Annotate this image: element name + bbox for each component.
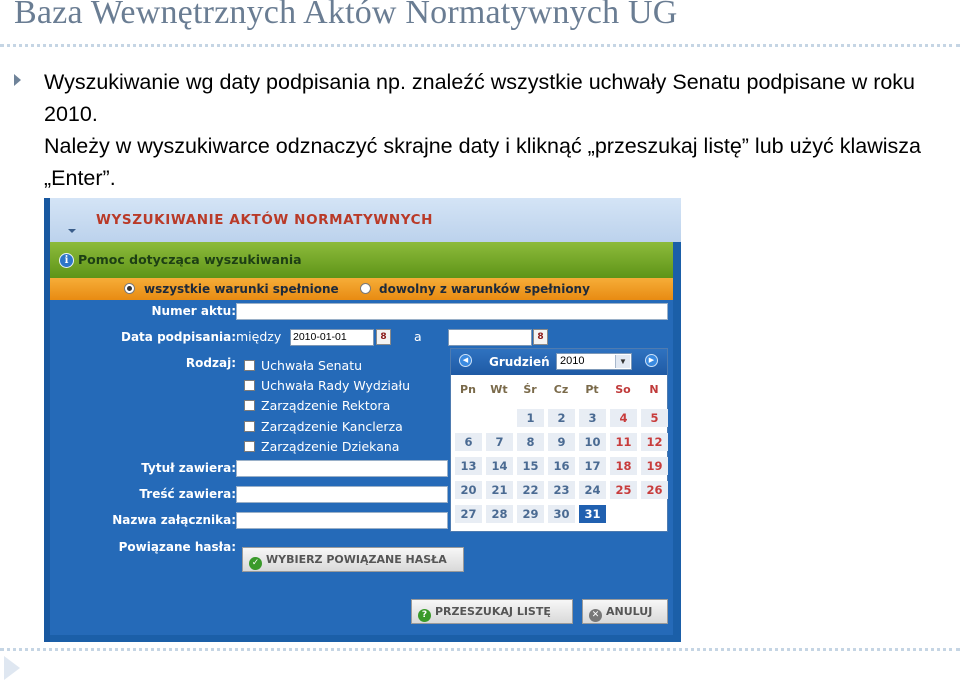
label-sign-date: Data podpisania:	[121, 330, 236, 344]
label-title: Tytuł zawiera:	[141, 461, 236, 475]
calendar-day[interactable]: 27	[455, 505, 482, 523]
between-label: między	[236, 329, 282, 344]
radio-all-conditions[interactable]	[124, 283, 135, 294]
checkbox-type[interactable]	[244, 360, 255, 371]
checkbox-type-label: Zarządzenie Dziekana	[261, 439, 400, 454]
calendar-day[interactable]: 28	[486, 505, 513, 523]
checkbox-type-label: Zarządzenie Rektora	[261, 398, 391, 413]
paragraph-2: Należy w wyszukiwarce odznaczyć skrajne daty i kliknąć „przeszukaj listę” lub użyć klawisza „Enter”.	[44, 134, 922, 190]
label-attachment: Nazwa załącznika:	[112, 513, 236, 527]
help-icon: ?	[418, 609, 431, 622]
chevron-down-icon[interactable]: ▼	[615, 355, 630, 368]
form-body	[50, 242, 673, 635]
choose-related-button[interactable]: ✓ WYBIERZ POWIĄZANE HASŁA	[242, 547, 464, 572]
date-to-input[interactable]	[448, 329, 532, 346]
calendar-header	[451, 349, 667, 375]
checkbox-type[interactable]	[244, 380, 255, 391]
calendar-day[interactable]: 21	[486, 481, 513, 499]
weekday-header: Pt	[585, 383, 599, 396]
label-related: Powiązane hasła:	[118, 540, 236, 554]
calendar-day[interactable]: 13	[455, 457, 482, 475]
checkbox-type-label: Uchwała Rady Wydziału	[261, 378, 411, 393]
date-picker-popup	[450, 348, 668, 532]
weekday-header: N	[649, 383, 659, 396]
label-type: Rodzaj:	[185, 356, 236, 370]
title-divider	[0, 44, 960, 47]
form-title: WYSZUKIWANIE AKTÓW NORMATYWNYCH	[96, 212, 434, 228]
slide-title: Baza Wewnętrznych Aktów Normatywnych UG	[14, 0, 678, 31]
calendar-day[interactable]: 26	[641, 481, 668, 499]
help-bar	[50, 242, 673, 278]
calendar-day[interactable]: 20	[455, 481, 482, 499]
date-from-input[interactable]: 2010-01-01	[290, 329, 374, 346]
label-content: Treść zawiera:	[139, 487, 236, 501]
prev-month-icon[interactable]: ◀	[459, 354, 472, 367]
calendar-icon[interactable]: 8	[533, 329, 548, 345]
calendar-day[interactable]: 2	[548, 409, 575, 427]
bullet-arrow-icon	[14, 74, 21, 86]
calendar-day[interactable]: 8	[517, 433, 544, 451]
calendar-day[interactable]: 3	[579, 409, 606, 427]
calendar-day[interactable]: 22	[517, 481, 544, 499]
calendar-day[interactable]: 10	[579, 433, 606, 451]
calendar-day-selected[interactable]: 31	[579, 505, 606, 523]
footer-divider	[0, 648, 960, 651]
calendar-day[interactable]: 16	[548, 457, 575, 475]
calendar-day[interactable]: 6	[455, 433, 482, 451]
attachment-input[interactable]	[236, 512, 448, 529]
checkbox-type[interactable]	[244, 421, 255, 432]
calendar-day[interactable]: 1	[517, 409, 544, 427]
checkbox-type[interactable]	[244, 441, 255, 452]
weekday-header: Pn	[460, 383, 476, 396]
calendar-day[interactable]: 19	[641, 457, 668, 475]
calendar-day[interactable]: 7	[486, 433, 513, 451]
calendar-day[interactable]: 12	[641, 433, 668, 451]
match-mode-bar	[50, 278, 673, 300]
help-link[interactable]: Pomoc dotycząca wyszukiwania	[78, 252, 302, 267]
title-input[interactable]	[236, 460, 448, 477]
content-input[interactable]	[236, 486, 448, 503]
collapse-arrow-icon[interactable]	[68, 229, 76, 233]
calendar-day[interactable]: 18	[610, 457, 637, 475]
and-label: a	[414, 329, 422, 344]
radio-any-label: dowolny z warunków spełniony	[379, 282, 590, 296]
cancel-button[interactable]: ✕ ANULUJ	[582, 599, 668, 624]
label-number: Numer aktu:	[151, 304, 236, 318]
form-header	[50, 198, 681, 242]
calendar-day[interactable]: 30	[548, 505, 575, 523]
radio-any-condition[interactable]	[360, 283, 371, 294]
calendar-day[interactable]: 24	[579, 481, 606, 499]
info-icon: i	[59, 253, 74, 268]
calendar-day[interactable]: 11	[610, 433, 637, 451]
next-month-icon[interactable]: ▶	[645, 354, 658, 367]
year-select-value: 2010	[560, 355, 585, 367]
checkbox-type-label: Zarządzenie Kanclerza	[261, 419, 403, 434]
calendar-day[interactable]: 25	[610, 481, 637, 499]
calendar-day[interactable]: 15	[517, 457, 544, 475]
radio-all-label: wszystkie warunki spełnione	[144, 282, 339, 296]
footer-arrow-icon	[4, 656, 20, 680]
calendar-day[interactable]: 29	[517, 505, 544, 523]
paragraph-1: Wyszukiwanie wg daty podpisania np. znaleźć wszystkie uchwały Senatu podpisane w roku 2010.	[44, 70, 916, 126]
close-icon: ✕	[589, 609, 602, 622]
weekday-header: Śr	[523, 383, 537, 396]
calendar-day[interactable]: 14	[486, 457, 513, 475]
checkbox-type-label: Uchwała Senatu	[261, 358, 363, 373]
calendar-day[interactable]: 9	[548, 433, 575, 451]
year-select[interactable]	[556, 353, 632, 370]
calendar-month: Grudzień	[489, 355, 550, 369]
calendar-day[interactable]: 4	[610, 409, 637, 427]
calendar-icon[interactable]: 8	[376, 329, 391, 345]
search-form-screenshot	[44, 198, 681, 642]
slide-body	[44, 66, 944, 194]
checkbox-type[interactable]	[244, 400, 255, 411]
weekday-header: Wt	[490, 383, 508, 396]
weekday-header: So	[615, 383, 631, 396]
weekday-header: Cz	[553, 383, 569, 396]
search-list-button[interactable]: ? PRZESZUKAJ LISTĘ	[411, 599, 573, 624]
check-icon: ✓	[249, 557, 262, 570]
calendar-day[interactable]: 17	[579, 457, 606, 475]
calendar-day[interactable]: 23	[548, 481, 575, 499]
number-input[interactable]	[236, 303, 668, 320]
calendar-day[interactable]: 5	[641, 409, 668, 427]
